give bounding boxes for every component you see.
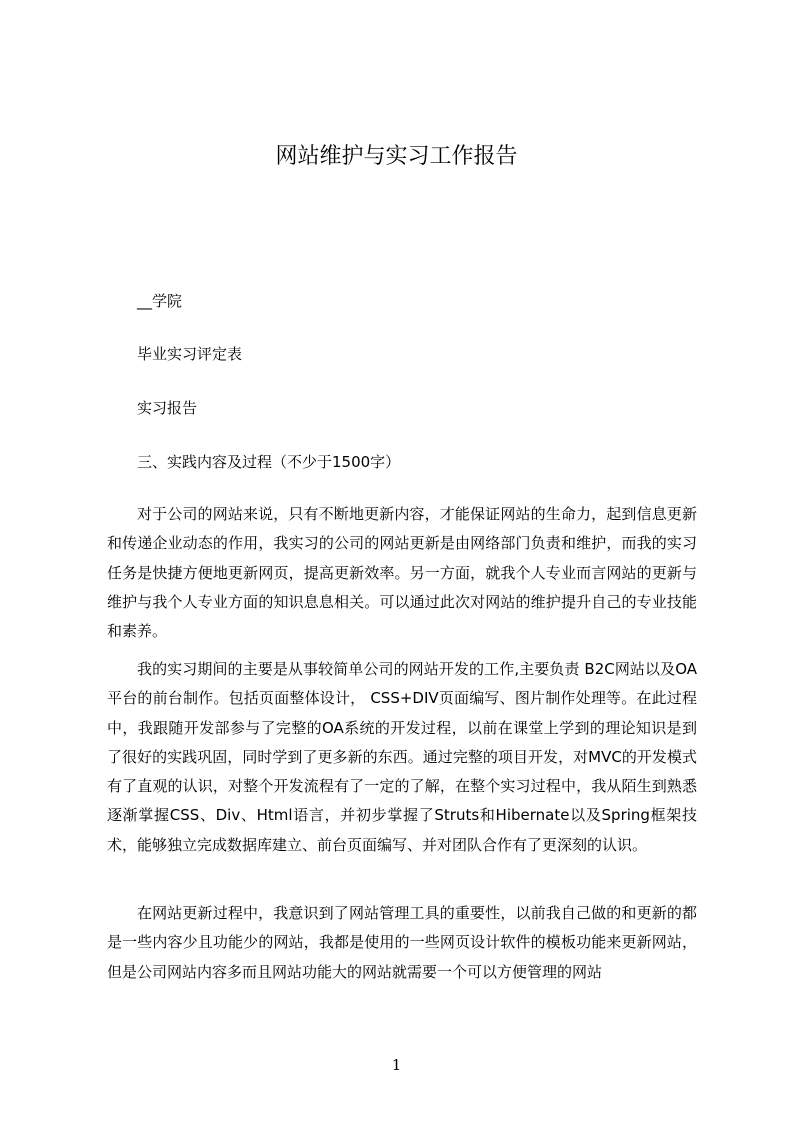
section-heading: 三、实践内容及过程（不少于1500字）	[137, 453, 401, 471]
paragraph-1: 对于公司的网站来说，只有不断地更新内容，才能保证网站的生命力，起到信息更新和传递企业动态的作用，我实习的公司的网站更新是由网络部门负责和维护，而我的实习任务是快捷方便地更新网页，提高更新效率。另一方面，就我个人专业而言网站的更新与维护与我个人专业方面的知识息息相关。可以通过此次对网站的维护提升自己的专业技能和素养。	[107, 505, 697, 641]
paragraph-2: 我的实习期间的主要是从事较简单公司的网站开发的工作,主要负责 B2C网站以及OA平台的前台制作。包括页面整体设计， CSS+DIV页面编写、图片制作处理等。在此过程中，我跟随开发部参与了完整的OA系统的开发过程，以前在课堂上学到的理论知识是到了很好的实践巩固，同时学到了更多新的东西。通过完整的项目开发，对MVC的开发模式有了直观的认识，对整个开发流程有了一定的了解，在整个实习过程中，我从陌生到熟悉逐渐掌握CSS、Div、Html语言，并初步掌握了Struts和Hibernate以及Spring框架技术，能够独立完成数据库建立、前台页面编写、并对团队合作有了更深刻的认识。	[107, 660, 697, 854]
report-line: 实习报告	[137, 399, 198, 417]
college-line: __学院	[137, 292, 183, 310]
paragraph-3: 在网站更新过程中，我意识到了网站管理工具的重要性，以前我自己做的和更新的都是一些内容少且功能少的网站，我都是使用的一些网页设计软件的模板功能来更新网站，但是公司网站内容多而且网站功能大的网站就需要一个可以方便管理的网站	[107, 904, 697, 981]
document-title: 网站维护与实习工作报告	[275, 144, 518, 169]
evaluation-form-line: 毕业实习评定表	[137, 345, 243, 363]
page-number: 1	[391, 1056, 402, 1074]
